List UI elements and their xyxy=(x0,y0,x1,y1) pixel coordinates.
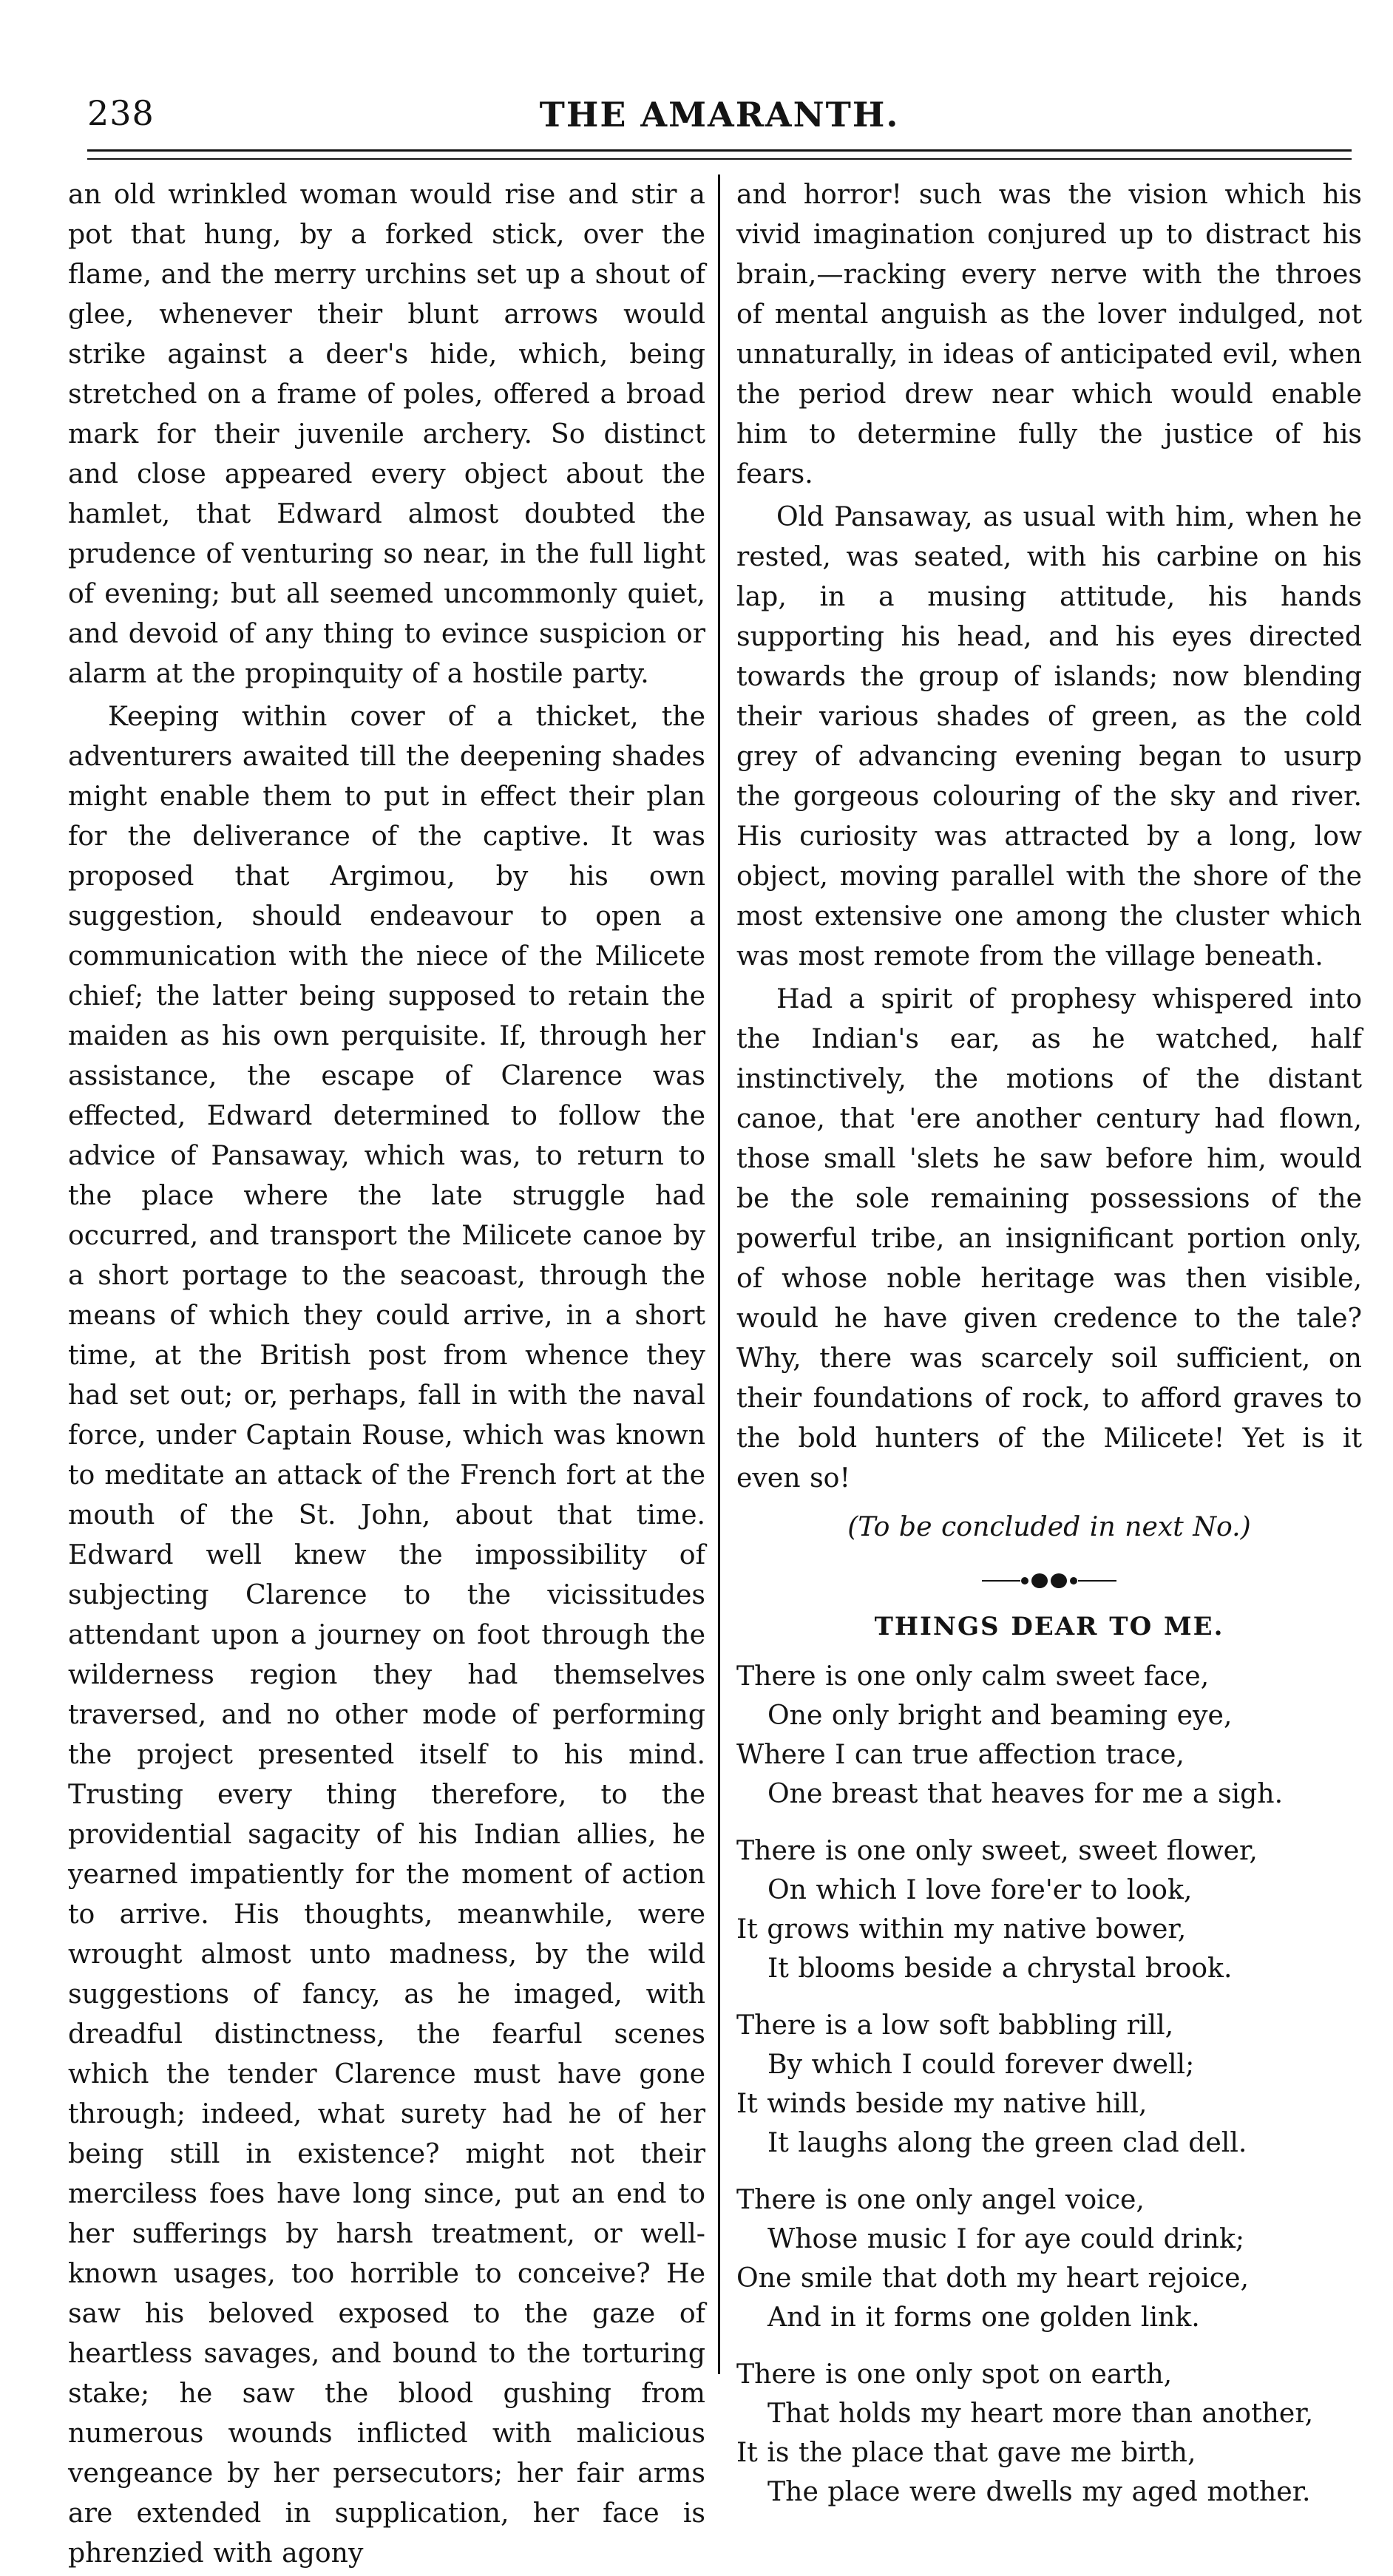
poem-line: The place were dwells my aged mother. xyxy=(767,2475,1311,2507)
right-paragraph-1: and horror! such was the vision which his vivid imagination conjured up to distract his brain,—racking every nerve with the throes of mental anguish as the lover indulged, not unnaturally, in ideas of anticipated evil, when the period drew near which would enable him to determine fully the justice of his fears. xyxy=(736,178,1362,489)
poem-line: By which I could forever dwell; xyxy=(767,2048,1195,2080)
left-paragraph-1: an old wrinkled woman would rise and stir a pot that hung, by a forked stick, over the flame, and the merry urchins set up a shout of glee, whenever their blunt arrows would strike against a deer's hide, which, being stretched on a frame of poles, offered a broad mark for their juvenile archery. So distinct and close appeared every object about the hamlet, that Edward almost doubted the prudence of venturing so near, in the full light of evening; but all seemed uncommonly quiet, and devoid of any thing to evince suspicion or alarm at the propinquity of a hostile party. xyxy=(68,178,705,689)
poem xyxy=(736,1656,1362,2511)
left-column xyxy=(68,174,705,2576)
right-paragraph-3: Had a spirit of prophesy whispered into the Indian's ear, as he watched, half instinctively, the motions of the distant canoe, that 'ere another century had flown, those small 'slets he saw before him, would be the sole remaining possessions of the powerful tribe, an insignificant portion only, of whose noble heritage was then visible, would he have given credence to the tale? Why, there was scarcely soil sufficient, on their foundations of rock, to afford graves to the bold hunters of the Milicete! Yet is it even so! xyxy=(736,983,1362,1494)
poem-title: THINGS DEAR TO ME. xyxy=(874,1612,1224,1641)
poem-line: There is one only spot on earth, xyxy=(736,2358,1173,2390)
header-rule-top xyxy=(87,149,1352,152)
right-paragraph-2: Old Pansaway, as usual with him, when he rested, was seated, with his carbine on his lap, in a musing attitude, his hands supporting his head, and his eyes directed towards the group of islands; now blending their various shades of green, as the cold grey of advancing evening began to usurp the gorgeous colouring of the sky and river. His curiosity was attracted by a long, low object, moving parallel with the shore of the most extensive one among the cluster which was most remote from the village beneath. xyxy=(736,501,1362,972)
left-paragraph-2: Keeping within cover of a thicket, the adventurers awaited till the deepening shades might enable them to put in effect their plan for the deliverance of the captive. It was proposed that Argimou, by his own suggestion, should endeavour to open a communication with the niece of the Milicete chief; the latter being supposed to retain the maiden as his own perquisite. If, through her assistance, the escape of Clarence was effected, Edward determined to follow the advice of Pansaway, which was, to return to the place where the late struggle had occurred, and transport the Milicete canoe by a short portage to the seacoast, through the means of which they could arrive, in a short time, at the British post from whence they had set out; or, perhaps, fall in with the naval force, under Captain Rouse, which was known to meditate an attack of the French fort at the mouth of the St. John, about that time. Edward well knew the impossibility of subjecting Clarence to the vicissitudes attendant upon a journey on foot through the wilderness region they had themselves traversed, and no other mode of performing the project presented itself to his mind. Trusting every thing therefore, to the providential sagacity of his Indian allies, he yearned impatiently for the moment of action to arrive. His thoughts, meanwhile, were wrought almost unto madness, by the wild suggestions of fancy, as he imaged, with dreadful distinctness, the fearful scenes which the tender Clarence must have gone through; indeed, what surety had he of her being still in existence? might not their merciless foes have long since, put an end to her sufferings by harsh treatment, or well-known usages, too horrible to conceive? He saw his beloved exposed to the gaze of heartless savages, and bound to the torturing stake; he saw the blood gushing from numerous wounds inflicted with malicious vengeance by her persecutors; her fair arms are extended in supplication, her face is phrenzied with agony xyxy=(68,700,705,2569)
poem-line: One only bright and beaming eye, xyxy=(767,1699,1233,1731)
right-column xyxy=(736,174,1362,2529)
fleuron-icon xyxy=(979,1570,1119,1592)
poem-line: One breast that heaves for me a sigh. xyxy=(767,1777,1284,1809)
poem-line: There is one only sweet, sweet flower, xyxy=(736,1834,1258,1866)
poem-line: That holds my heart more than another, xyxy=(767,2397,1314,2429)
page-header xyxy=(87,83,1352,142)
continuation-note: (To be concluded in next No.) xyxy=(847,1511,1251,1542)
poem-line: Where I can true affection trace, xyxy=(736,1738,1184,1770)
poem-line: It blooms beside a chrystal brook. xyxy=(767,1952,1233,1984)
poem-line: It laughs along the green clad dell. xyxy=(767,2126,1247,2158)
poem-stanza-4 xyxy=(736,2180,1362,2336)
poem-line: Whose music I for aye could drink; xyxy=(767,2223,1245,2254)
section-ornament xyxy=(736,1566,1362,1591)
poem-stanza-3 xyxy=(736,2005,1362,2162)
column-divider xyxy=(718,174,720,2374)
poem-line: One smile that doth my heart rejoice, xyxy=(736,2262,1249,2294)
poem-line: It is the place that gave me birth, xyxy=(736,2436,1196,2468)
poem-line: There is a low soft babbling rill, xyxy=(736,2009,1174,2041)
poem-stanza-1 xyxy=(736,1656,1362,1813)
poem-line: It winds beside my native hill, xyxy=(736,2087,1148,2119)
poem-line: It grows within my native bower, xyxy=(736,1913,1187,1945)
poem-line: There is one only angel voice, xyxy=(736,2183,1145,2215)
poem-line: There is one only calm sweet face, xyxy=(736,1660,1210,1692)
poem-line: And in it forms one golden link. xyxy=(767,2301,1200,2333)
poem-stanza-5 xyxy=(736,2354,1362,2511)
poem-stanza-2 xyxy=(736,1831,1362,1987)
running-head-title: THE AMARANTH. xyxy=(539,95,900,135)
page-number: 238 xyxy=(87,93,155,133)
header-rule-bottom xyxy=(87,158,1352,160)
poem-line: On which I love fore'er to look, xyxy=(767,1874,1193,1905)
